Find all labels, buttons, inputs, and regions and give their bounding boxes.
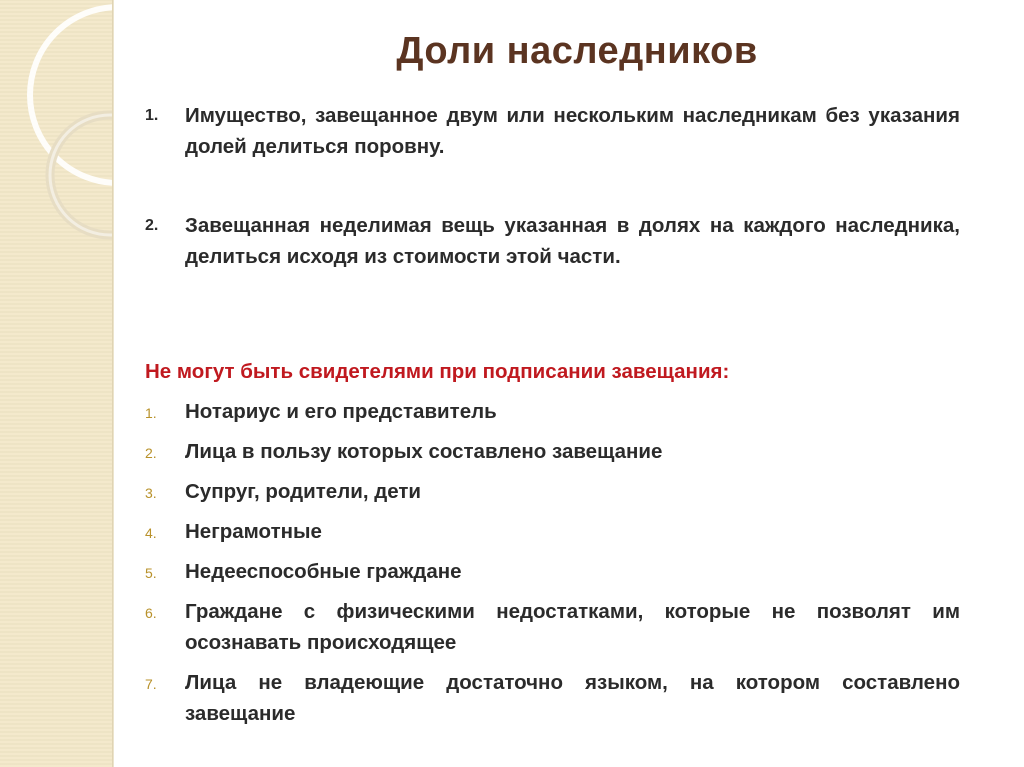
principle-text: Имущество, завещанное двум или нескольким наследникам без указания долей делиться поровну. — [185, 104, 960, 158]
page-title: Доли наследников — [396, 30, 758, 72]
list-text: Неграмотные — [185, 520, 322, 543]
decorative-circles — [0, 0, 112, 767]
principle-number: 2. — [145, 217, 159, 234]
principle-item — [145, 210, 960, 272]
principle-item — [145, 100, 960, 162]
list-number: 2. — [145, 445, 157, 461]
list-item — [145, 596, 960, 658]
list-item — [145, 667, 960, 729]
witness-list — [145, 396, 960, 738]
list-item — [145, 516, 960, 547]
witness-heading: Не могут быть свидетелями при подписании завещания: — [145, 360, 730, 383]
list-text: Недееспособные граждане — [185, 560, 462, 583]
list-number: 1. — [145, 405, 157, 421]
list-text: Граждане с физическими недостатками, которые не позволят им осознавать происходящее — [185, 600, 960, 654]
principle-number: 1. — [145, 107, 159, 124]
list-item — [145, 436, 960, 467]
principle-text: Завещанная неделимая вещь указанная в долях на каждого наследника, делиться исходя из стоимости этой части. — [185, 214, 960, 268]
list-item — [145, 396, 960, 427]
list-item — [145, 476, 960, 507]
list-number: 6. — [145, 605, 157, 621]
decorative-side-panel — [0, 0, 112, 767]
side-divider — [112, 0, 114, 767]
list-number: 4. — [145, 525, 157, 541]
list-number: 3. — [145, 485, 157, 501]
list-text: Лица в пользу которых составлено завещание — [185, 440, 663, 463]
list-text: Супруг, родители, дети — [185, 480, 422, 503]
list-number: 7. — [145, 676, 157, 692]
list-text: Лица не владеющие достаточно языком, на котором составлено завещание — [185, 671, 960, 725]
principles-section — [145, 100, 960, 272]
list-item — [145, 556, 960, 587]
list-number: 5. — [145, 565, 157, 581]
list-text: Нотариус и его представитель — [185, 400, 497, 423]
